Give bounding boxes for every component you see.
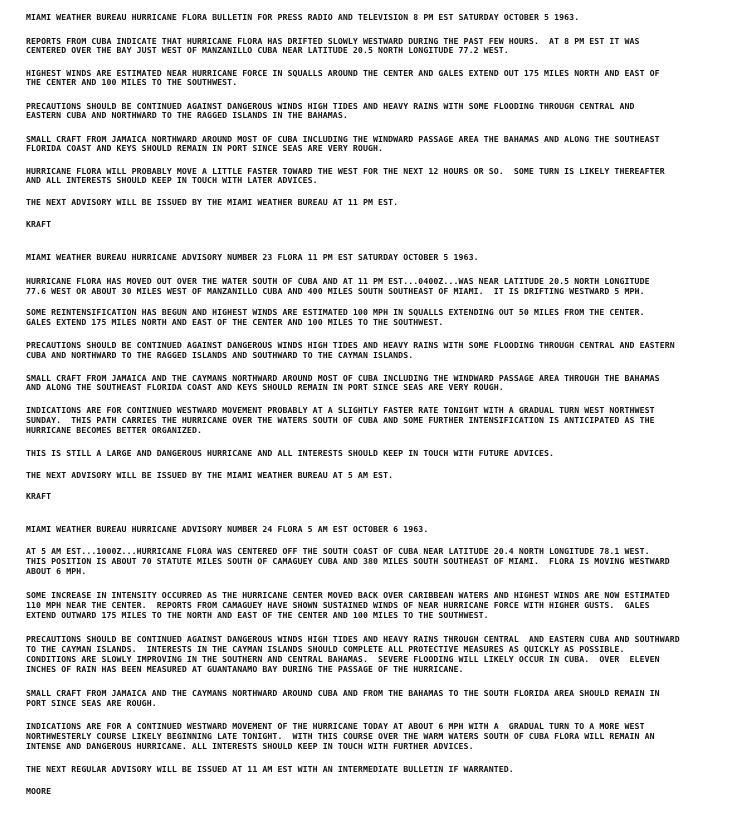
- bulletin-3-signature: MOORE: [26, 786, 52, 796]
- bulletin-3-text-line: INTENSE AND DANGEROUS HURRICANE. ALL INTERESTS SHOULD KEEP IN TOUCH WITH FURTHER ADVICES.: [26, 741, 474, 751]
- bulletin-1-text-line: EASTERN CUBA AND NORTHWARD TO THE RAGGED ISLANDS IN THE BAHAMAS.: [26, 110, 348, 120]
- bulletin-2-text-line: THE NEXT ADVISORY WILL BE ISSUED BY THE MIAMI WEATHER BUREAU AT 5 AM EST.: [26, 470, 394, 480]
- bulletin-3-text-line: EXTEND OUTWARD 175 MILES TO THE NORTH AND EAST OF THE CENTER AND 100 MILES TO THE SOUTHWEST.: [26, 610, 489, 620]
- bulletin-2-header: MIAMI WEATHER BUREAU HURRICANE ADVISORY NUMBER 23 FLORA 11 PM EST SATURDAY OCTOBER 5 1963.: [26, 252, 479, 262]
- bulletin-1-text-line: FLORIDA COAST AND KEYS SHOULD REMAIN IN PORT SINCE SEAS ARE VERY ROUGH.: [26, 143, 384, 153]
- bulletin-2-text-line: SMALL CRAFT FROM JAMAICA AND THE CAYMANS NORTHWARD AROUND MOST OF CUBA INCLUDING THE WINDWARD PASSAGE AREA THROUGH THE BAHAMAS: [26, 373, 660, 383]
- bulletin-1-text-line: REPORTS FROM CUBA INDICATE THAT HURRICANE FLORA HAS DRIFTED SLOWLY WESTWARD DURING THE PAST FEW HOURS. AT 8 PM EST IT WAS: [26, 36, 640, 46]
- bulletin-3-text-line: CONDITIONS ARE SLOWLY IMPROVING IN THE SOUTHERN AND CENTRAL BAHAMAS. SEVERE FLOODING WILL LIKELY OCCUR IN CUBA. OVER ELEVEN: [26, 654, 660, 664]
- bulletin-1-text-line: AND ALL INTERESTS SHOULD KEEP IN TOUCH WITH LATER ADVICES.: [26, 175, 318, 185]
- bulletin-2-text-line: 77.6 WEST OR ABOUT 30 MILES WEST OF MANZANILLO CUBA AND 400 MILES SOUTH SOUTHEAST OF MIAMI. IT IS DRIFTING WESTWARD 5 MPH.: [26, 286, 645, 296]
- bulletin-1-text-line: HIGHEST WINDS ARE ESTIMATED NEAR HURRICANE FORCE IN SQUALLS AROUND THE CENTER AND GALES EXTEND OUT 175 MILES NORTH AND EAST OF: [26, 68, 660, 78]
- bulletin-2-text-line: INDICATIONS ARE FOR CONTINUED WESTWARD MOVEMENT PROBABLY AT A SLIGHTLY FASTER RATE TONIGHT WITH A GRADUAL TURN WEST NORTHWEST: [26, 405, 655, 415]
- bulletin-3-text-line: INDICATIONS ARE FOR A CONTINUED WESTWARD MOVEMENT OF THE HURRICANE TODAY AT ABOUT 6 MPH WITH A GRADUAL TURN TO A MORE WEST: [26, 721, 645, 731]
- bulletin-3-header: MIAMI WEATHER BUREAU HURRICANE ADVISORY NUMBER 24 FLORA 5 AM EST OCTOBER 6 1963.: [26, 524, 429, 534]
- bulletin-1-text-line: THE CENTER AND 100 MILES TO THE SOUTHWEST.: [26, 77, 238, 87]
- bulletin-3-text-line: THE NEXT REGULAR ADVISORY WILL BE ISSUED AT 11 AM EST WITH AN INTERMEDIATE BULLETIN IF WARRANTED.: [26, 764, 514, 774]
- bulletin-2-text-line: HURRICANE BECOMES BETTER ORGANIZED.: [26, 425, 203, 435]
- bulletin-2-text-line: THIS IS STILL A LARGE AND DANGEROUS HURRICANE AND ALL INTERESTS SHOULD KEEP IN TOUCH WITH FUTURE ADVICES.: [26, 448, 555, 458]
- bulletin-1-text-line: HURRICANE FLORA WILL PROBABLY MOVE A LITTLE FASTER TOWARD THE WEST FOR THE NEXT 12 HOURS OR SO. SOME TURN IS LIKELY THEREAFTER: [26, 166, 665, 176]
- bulletin-3-text-line: PRECAUTIONS SHOULD BE CONTINUED AGAINST DANGEROUS WINDS HIGH TIDES AND HEAVY RAINS THROUGH CENTRAL AND EASTERN CUBA AND SOUTHWARD: [26, 634, 680, 644]
- bulletin-2-text-line: PRECAUTIONS SHOULD BE CONTINUED AGAINST DANGEROUS WINDS HIGH TIDES AND HEAVY RAINS WITH SOME FLOODING THROUGH CENTRAL AND EASTERN: [26, 340, 675, 350]
- bulletin-1-header: MIAMI WEATHER BUREAU HURRICANE FLORA BULLETIN FOR PRESS RADIO AND TELEVISION 8 PM EST SATURDAY OCTOBER 5 1963.: [26, 12, 580, 22]
- bulletin-3-text-line: NORTHWESTERLY COURSE LIKELY BEGINNING LATE TONIGHT. WITH THIS COURSE OVER THE WARM WATERS SOUTH OF CUBA FLORA WILL REMAIN AN: [26, 731, 655, 741]
- bulletin-3-text-line: TO THE CAYMAN ISLANDS. INTERESTS IN THE CAYMAN ISLANDS SHOULD COMPLETE ALL PROTECTIVE MEASURES AS QUICKLY AS POSSIBLE.: [26, 644, 625, 654]
- bulletin-3-text-line: ABOUT 6 MPH.: [26, 566, 87, 576]
- bulletin-2-text-line: SUNDAY. THIS PATH CARRIES THE HURRICANE OVER THE WATERS SOUTH OF CUBA AND SOME FURTHER INTENSIFICATION IS ANTICIPATED AS THE: [26, 415, 655, 425]
- bulletin-3-text-line: 110 MPH NEAR THE CENTER. REPORTS FROM CAMAGUEY HAVE SHOWN SUSTAINED WINDS OF NEAR HURRICANE FORCE WITH HIGHER GUSTS. GALES: [26, 600, 650, 610]
- bulletin-3-text-line: PORT SINCE SEAS ARE ROUGH.: [26, 698, 157, 708]
- bulletin-1-text-line: CENTERED OVER THE BAY JUST WEST OF MANZANILLO CUBA NEAR LATITUDE 20.5 NORTH LONGITUDE 77.2 WEST.: [26, 45, 509, 55]
- bulletin-1-text-line: PRECAUTIONS SHOULD BE CONTINUED AGAINST DANGEROUS WINDS HIGH TIDES AND HEAVY RAINS WITH SOME FLOODING THROUGH CENTRAL AND: [26, 101, 635, 111]
- bulletin-1-signature: KRAFT: [26, 219, 52, 229]
- bulletin-3-text-line: INCHES OF RAIN HAS BEEN MEASURED AT GUANTANAMO BAY DURING THE PASSAGE OF THE HURRICANE.: [26, 664, 464, 674]
- bulletin-2-text-line: AND ALONG THE SOUTHEAST FLORIDA COAST AND KEYS SHOULD REMAIN IN PORT SINCE SEAS ARE VERY ROUGH.: [26, 382, 504, 392]
- bulletin-3-text-line: AT 5 AM EST...1000Z...HURRICANE FLORA WAS CENTERED OFF THE SOUTH COAST OF CUBA NEAR LATITUDE 20.4 NORTH LONGITUDE 78.1 WEST.: [26, 546, 650, 556]
- bulletin-2-text-line: SOME REINTENSIFICATION HAS BEGUN AND HIGHEST WINDS ARE ESTIMATED 100 MPH IN SQUALLS EXTENDING OUT 50 MILES FROM THE CENTER.: [26, 307, 645, 317]
- bulletin-1-text-line: SMALL CRAFT FROM JAMAICA NORTHWARD AROUND MOST OF CUBA INCLUDING THE WINDWARD PASSAGE AREA THE BAHAMAS AND ALONG THE SOUTHEAST: [26, 134, 660, 144]
- bulletin-3-text-line: SOME INCREASE IN INTENSITY OCCURRED AS THE HURRICANE CENTER MOVED BACK OVER CARIBBEAN WATERS AND HIGHEST WINDS ARE NOW ESTIMATED: [26, 590, 670, 600]
- bulletin-2-text-line: HURRICANE FLORA HAS MOVED OUT OVER THE WATER SOUTH OF CUBA AND AT 11 PM EST...0400Z...WAS NEAR LATITUDE 20.5 NORTH LONGITUDE: [26, 276, 650, 286]
- bulletin-2-text-line: GALES EXTEND 175 MILES NORTH AND EAST OF THE CENTER AND 100 MILES TO THE SOUTHWEST.: [26, 317, 444, 327]
- bulletin-3-text-line: SMALL CRAFT FROM JAMAICA AND THE CAYMANS NORTHWARD AROUND CUBA AND FROM THE BAHAMAS TO THE SOUTH FLORIDA AREA SHOULD REMAIN IN: [26, 688, 660, 698]
- bulletin-1-text-line: THE NEXT ADVISORY WILL BE ISSUED BY THE MIAMI WEATHER BUREAU AT 11 PM EST.: [26, 197, 399, 207]
- bulletin-2-text-line: CUBA AND NORTHWARD TO THE RAGGED ISLANDS AND SOUTHWARD TO THE CAYMAN ISLANDS.: [26, 350, 414, 360]
- bulletin-2-signature: KRAFT: [26, 491, 52, 501]
- bulletin-3-text-line: THIS POSITION IS ABOUT 70 STATUTE MILES SOUTH OF CAMAGUEY CUBA AND 380 MILES SOUTH SOUTHEAST OF MIAMI. FLORA IS MOVING WESTWARD: [26, 556, 670, 566]
